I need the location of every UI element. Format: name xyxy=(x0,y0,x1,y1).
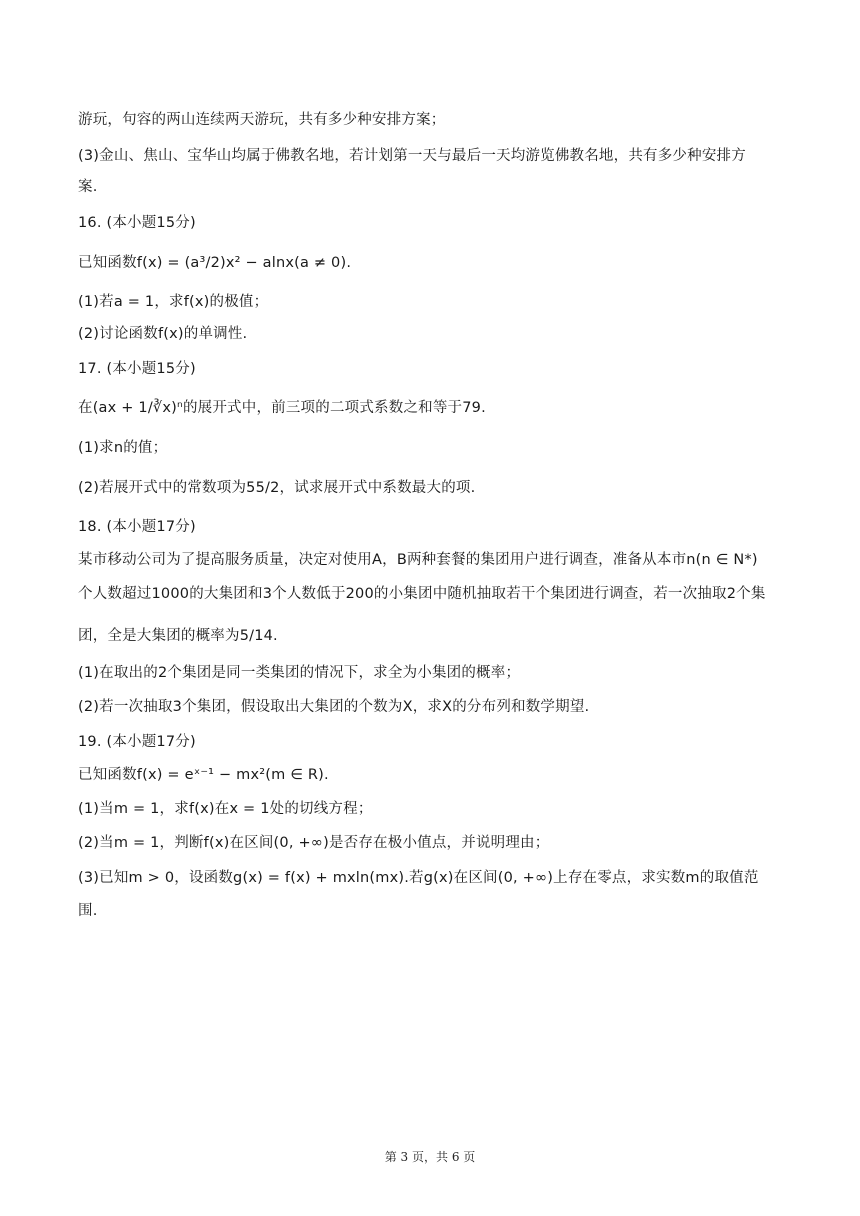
text-line: (2)若展开式中的常数项为55/2，试求展开式中系数最大的项. xyxy=(78,480,476,496)
text-line: (3)已知m > 0，设函数g(x) = f(x) + mxln(mx).若g(x)在区间(0, +∞)上存在零点，求实数m的取值范 xyxy=(78,870,759,886)
text-line: 已知函数f(x) = eˣ⁻¹ − mx²(m ∈ R). xyxy=(78,767,329,783)
page-footer: 第 3 页，共 6 页 xyxy=(384,1150,476,1164)
text-line: 游玩，句容的两山连续两天游玩，共有多少种安排方案； xyxy=(78,112,446,128)
text-line: 围. xyxy=(78,903,98,919)
text-line: (1)在取出的2个集团是同一类集团的情况下，求全为小集团的概率； xyxy=(78,665,521,681)
question-18-heading: 18. (本小题17分) xyxy=(78,519,196,535)
text-line: 个人数超过1000的大集团和3个人数低于200的小集团中随机抽取若干个集团进行调查，若一次抽取2个集 xyxy=(78,586,766,602)
text-line: (2)讨论函数f(x)的单调性. xyxy=(78,326,248,342)
text-line: (3)金山、焦山、宝华山均属于佛教名地，若计划第一天与最后一天均游览佛教名地，共有多少种安排方 xyxy=(78,148,746,164)
text-line: 某市移动公司为了提高服务质量，决定对使用A，B两种套餐的集团用户进行调查，准备从本市n(n ∈ N*) xyxy=(78,552,758,568)
text-line: 已知函数f(x) = (a³/2)x² − alnx(a ≠ 0). xyxy=(78,255,352,271)
text-line: (1)若a = 1，求f(x)的极值； xyxy=(78,294,269,310)
question-16-heading: 16. (本小题15分) xyxy=(78,215,196,231)
text-line: 案. xyxy=(78,179,98,195)
text-line: (2)当m = 1，判断f(x)在区间(0, +∞)是否存在极小值点，并说明理由； xyxy=(78,835,550,851)
question-17-heading: 17. (本小题15分) xyxy=(78,361,196,377)
text-line: (1)当m = 1，求f(x)在x = 1处的切线方程； xyxy=(78,801,373,817)
text-line: (2)若一次抽取3个集团，假设取出大集团的个数为X，求X的分布列和数学期望. xyxy=(78,699,590,715)
text-line: 在(ax + 1/∛x)ⁿ的展开式中，前三项的二项式系数之和等于79. xyxy=(78,400,486,416)
text-line: (1)求n的值； xyxy=(78,440,168,456)
question-19-heading: 19. (本小题17分) xyxy=(78,734,196,750)
text-line: 团，全是大集团的概率为5/14. xyxy=(78,628,278,644)
